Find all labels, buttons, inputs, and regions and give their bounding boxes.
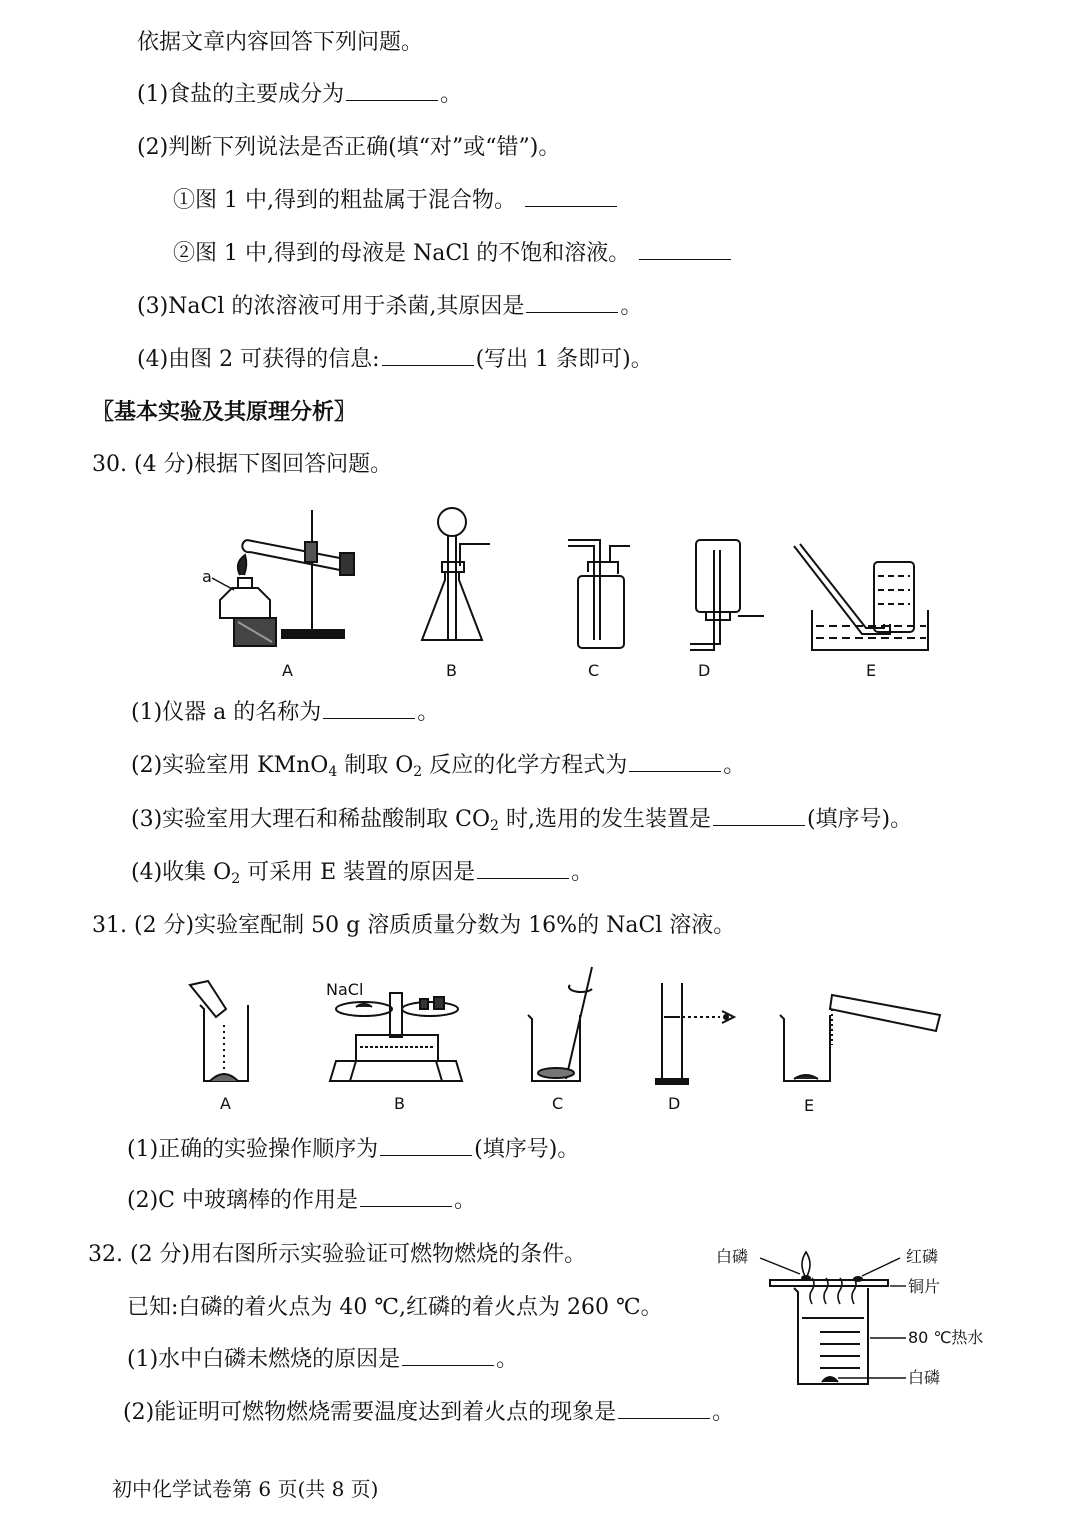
q32-known: 已知:白磷的着火点为 40 ℃,红磷的着火点为 260 ℃。 — [127, 1295, 663, 1320]
step-e — [780, 995, 940, 1081]
fig30-label-d: D — [698, 661, 711, 680]
intro-text: 依据文章内容回答下列问题。 — [137, 30, 424, 55]
q29-part3-end: 。 — [620, 294, 643, 319]
q29-part2a-text: ①图 1 中,得到的粗盐属于混合物。 — [173, 188, 516, 213]
q30-part4-post: 可采用 E 装置的原因是 — [240, 860, 476, 885]
answer-blank[interactable] — [346, 80, 438, 101]
q29-part1-end: 。 — [440, 82, 463, 107]
page-footer: 初中化学试卷第 6 页(共 8 页) — [112, 1477, 379, 1501]
q29-part1-text: (1)食盐的主要成分为 — [137, 82, 345, 107]
answer-blank[interactable] — [713, 805, 805, 826]
q30-part3 — [131, 805, 912, 841]
q30-part1 — [131, 698, 439, 728]
q29-part2b — [173, 239, 733, 269]
answer-blank[interactable] — [360, 1186, 452, 1207]
fig30-label-e: E — [866, 661, 877, 680]
fig30-label-a: A — [282, 661, 293, 680]
q30-part2 — [131, 751, 745, 787]
fig30-label-b: B — [446, 661, 457, 680]
q32-part2-end: 。 — [712, 1400, 735, 1425]
label-white-phosphorus-bottom: 白磷 — [908, 1368, 941, 1387]
q31-part2-text: (2)C 中玻璃棒的作用是 — [127, 1188, 358, 1213]
q31-procedure-figure — [180, 965, 960, 1115]
fig31-label-b: B — [394, 1094, 405, 1113]
flame-icon — [801, 1252, 863, 1282]
q29-part3-text: (3)NaCl 的浓溶液可用于杀菌,其原因是 — [137, 294, 525, 319]
q29-part2: (2)判断下列说法是否正确(填“对”或“错”)。 — [137, 135, 561, 160]
q32-part1 — [127, 1345, 518, 1375]
q32-part2 — [123, 1398, 734, 1428]
q30-part1-text: (1)仪器 a 的名称为 — [131, 700, 322, 725]
q29-part3 — [137, 292, 642, 322]
step-c — [528, 967, 592, 1081]
q32-part1-end: 。 — [496, 1347, 519, 1372]
apparatus-e — [794, 544, 928, 650]
subscript: 2 — [413, 764, 423, 780]
label-copper-sheet: 铜片 — [908, 1277, 941, 1296]
q30-apparatus-figure — [190, 500, 950, 690]
q32-combustion-figure — [710, 1236, 1010, 1396]
q32-part2-text: (2)能证明可燃物燃烧需要温度达到着火点的现象是 — [123, 1400, 617, 1425]
q29-part4-text: (4)由图 2 可获得的信息: — [137, 347, 380, 372]
q29-part2a — [173, 186, 619, 216]
q29-part4 — [137, 345, 653, 375]
q29-part1 — [137, 80, 462, 110]
apparatus-a — [220, 510, 354, 646]
q32-stem: 32. (2 分)用右图所示实验验证可燃物燃烧的条件。 — [88, 1242, 587, 1267]
answer-blank[interactable] — [526, 292, 618, 313]
q32-part1-text: (1)水中白磷未燃烧的原因是 — [127, 1347, 401, 1372]
fig31-label-d: D — [668, 1094, 681, 1113]
label-red-phosphorus: 红磷 — [906, 1247, 939, 1266]
q29-part2b-text: ②图 1 中,得到的母液是 NaCl 的不饱和溶液。 — [173, 241, 631, 266]
answer-blank[interactable] — [629, 751, 721, 772]
q30-part1-end: 。 — [417, 700, 440, 725]
step-a — [190, 981, 248, 1081]
answer-blank[interactable] — [618, 1398, 710, 1419]
q29-part4-end: (写出 1 条即可)。 — [475, 347, 653, 372]
q30-stem: 30. (4 分)根据下图回答问题。 — [92, 452, 393, 477]
q31-stem: 31. (2 分)实验室配制 50 g 溶质质量分数为 16%的 NaCl 溶液。 — [92, 913, 736, 938]
q31-part2-end: 。 — [454, 1188, 477, 1213]
subscript: 2 — [231, 871, 241, 887]
beaker-setup — [770, 1278, 888, 1384]
q31-part2 — [127, 1186, 476, 1216]
fig30-label-c: C — [588, 661, 600, 680]
q31-part1-end: (填序号)。 — [474, 1137, 580, 1162]
q30-part2-post: 反应的化学方程式为 — [422, 753, 628, 778]
answer-blank[interactable] — [402, 1345, 494, 1366]
label-hot-water: 80 ℃热水 — [908, 1328, 984, 1347]
q30-part2-end: 。 — [723, 753, 746, 778]
nacl-label: NaCl — [326, 980, 364, 999]
apparatus-d — [690, 540, 764, 650]
fig31-label-c: C — [552, 1094, 564, 1113]
answer-blank[interactable] — [525, 186, 617, 207]
q30-part3-end: (填序号)。 — [806, 807, 913, 832]
answer-blank[interactable] — [323, 698, 415, 719]
subscript: 2 — [490, 818, 499, 834]
q30-part3-post: 时,选用的发生装置是 — [498, 807, 711, 832]
step-b — [330, 993, 462, 1081]
answer-blank[interactable] — [382, 345, 474, 366]
subscript: 4 — [328, 764, 338, 780]
q30-part4-end: 。 — [571, 860, 594, 885]
fig31-label-a: A — [220, 1094, 231, 1113]
q31-part1-text: (1)正确的实验操作顺序为 — [127, 1137, 379, 1162]
apparatus-b — [422, 508, 490, 640]
answer-blank[interactable] — [639, 239, 731, 260]
answer-blank[interactable] — [380, 1135, 472, 1156]
q30-part4-text: (4)收集 O — [131, 860, 232, 885]
q30-part3-text: (3)实验室用大理石和稀盐酸制取 CO — [131, 807, 491, 832]
answer-blank[interactable] — [477, 858, 569, 879]
q30-part4 — [131, 858, 593, 894]
step-d — [656, 983, 734, 1084]
label-white-phosphorus-top: 白磷 — [716, 1247, 749, 1266]
label-a-pointer: a — [202, 567, 212, 586]
apparatus-c — [568, 540, 630, 648]
fig31-label-e: E — [804, 1096, 815, 1115]
section-title: 〖基本实验及其原理分析〗 — [92, 399, 357, 425]
q31-part1 — [127, 1135, 579, 1165]
q30-part2-mid: 制取 O — [337, 753, 414, 778]
q30-part2-text: (2)实验室用 KMnO — [131, 753, 329, 778]
